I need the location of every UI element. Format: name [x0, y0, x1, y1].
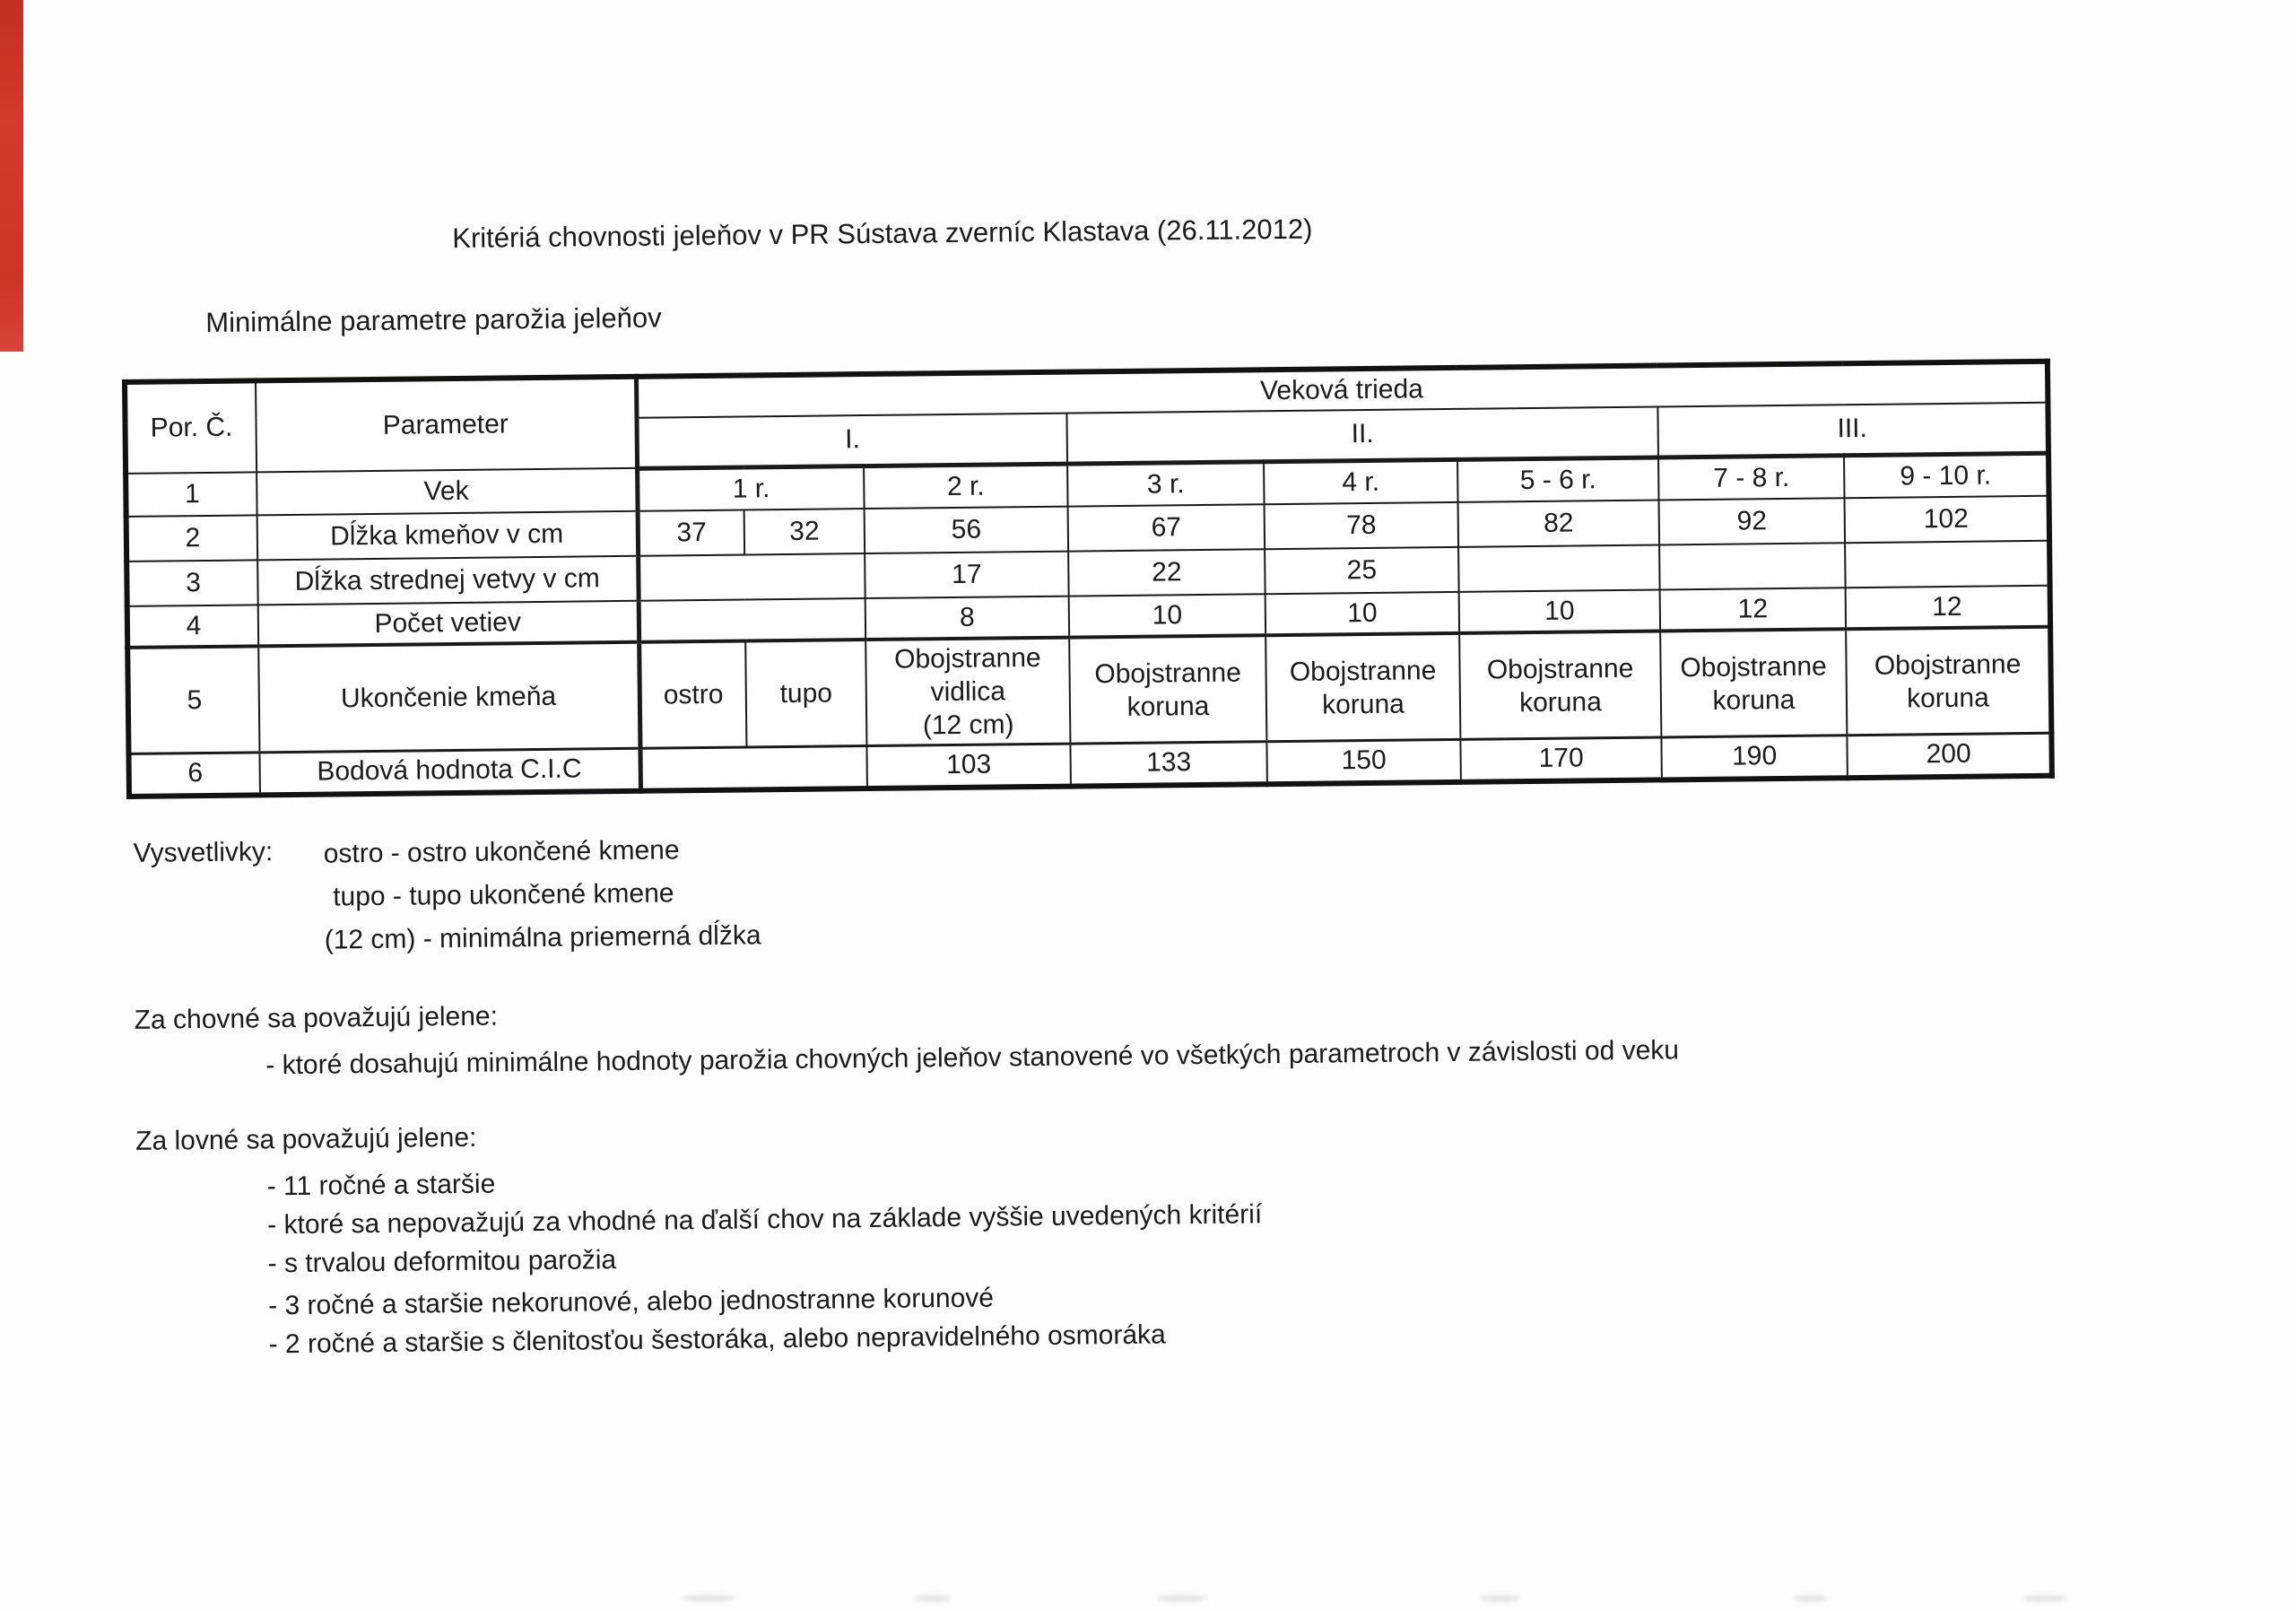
- table-cell: 12: [1660, 588, 1846, 631]
- param-label: Počet vetiev: [258, 601, 639, 647]
- age-header-9-10r: 9 - 10 r.: [1844, 453, 2049, 498]
- param-label: Vek: [257, 468, 637, 516]
- scan-noise-smudges: [0, 1595, 2296, 1610]
- row-number: 4: [127, 605, 258, 648]
- document-title: Kritériá chovnosti jeleňov v PR Sústava zverníc Klastava (26.11.2012): [452, 213, 1313, 255]
- param-label: Bodová hodnota C.I.C: [259, 748, 639, 795]
- section-heading: Za lovné sa považujú jelene:: [135, 1122, 477, 1156]
- age-header-1r: 1 r.: [637, 466, 865, 511]
- table-cell: Obojstranne vidlica (12 cm): [865, 638, 1070, 746]
- header-group-ii: II.: [1066, 406, 1658, 463]
- header-parameter: Parameter: [256, 377, 637, 473]
- header-group-iii: III.: [1657, 403, 2048, 457]
- table-cell: 170: [1460, 737, 1661, 781]
- bullet-item: - 11 ročné a staršie: [266, 1169, 496, 1202]
- table-cell: [639, 598, 865, 642]
- table-cell: 67: [1068, 504, 1265, 551]
- table-cell: [1458, 544, 1660, 591]
- table-cell: Obojstranne koruna: [1069, 635, 1266, 744]
- legend-item: ostro - ostro ukončené kmene: [323, 835, 680, 869]
- header-group-i: I.: [636, 414, 1067, 468]
- age-header-5-6r: 5 - 6 r.: [1457, 457, 1659, 501]
- age-header-7-8r: 7 - 8 r.: [1658, 455, 1845, 500]
- table-cell: 22: [1068, 549, 1265, 596]
- table-cell: 37: [638, 510, 745, 556]
- legend-label: Vysvetlivky:: [133, 837, 274, 868]
- legend-item: tupo - tupo ukončené kmene: [333, 878, 674, 912]
- table-cell: Obojstranne koruna: [1846, 627, 2051, 736]
- section-heading: Za chovné sa považujú jelene:: [134, 1001, 499, 1035]
- param-label: Ukončenie kmeňa: [258, 642, 639, 753]
- table-cell: 103: [866, 744, 1070, 788]
- param-label: Dĺžka strednej vetvy v cm: [257, 556, 639, 605]
- bullet-item: - s trvalou deformitou parožia: [267, 1245, 617, 1279]
- table-cell: 133: [1070, 742, 1266, 786]
- table-cell: tupo: [745, 640, 866, 747]
- table-cell: [638, 553, 865, 601]
- table-cell: 10: [1069, 594, 1265, 637]
- row-number: 1: [126, 472, 257, 517]
- table-cell: 8: [865, 597, 1069, 640]
- table-cell: ostro: [639, 640, 746, 748]
- table-cell: 150: [1266, 739, 1460, 783]
- breeding-section: [134, 986, 1679, 1089]
- table-cell: 102: [1845, 496, 2050, 543]
- bullet-list: [267, 1158, 1264, 1365]
- row-number: 3: [126, 560, 258, 606]
- table-cell: Obojstranne koruna: [1265, 633, 1460, 742]
- row-number: 6: [128, 753, 260, 797]
- header-por-c: Por. Č.: [125, 380, 257, 474]
- table-cell: 78: [1265, 502, 1459, 549]
- bullet-item: - 2 ročné a staršie s členitosťou šestoráka, alebo nepravidelného osmoráka: [268, 1319, 1166, 1360]
- antler-criteria-table-wrap: [122, 359, 2055, 799]
- antler-criteria-table: [122, 359, 2055, 799]
- table-cell: 82: [1458, 500, 1660, 546]
- table-cell: 92: [1659, 498, 1846, 544]
- table-cell: [1845, 541, 2050, 588]
- row-number: 2: [126, 515, 258, 562]
- table-cell: Obojstranne koruna: [1660, 629, 1847, 737]
- table-cell: 17: [865, 552, 1069, 598]
- table-row-ukoncenie-kmena: [127, 627, 2051, 754]
- param-label: Dĺžka kmeňov v cm: [257, 511, 639, 561]
- table-cell: 10: [1459, 589, 1660, 632]
- age-header-2r: 2 r.: [864, 464, 1068, 509]
- table-cell: 56: [865, 507, 1069, 553]
- header-vekova-trieda: Veková trieda: [636, 361, 2048, 418]
- table-cell: Obojstranne koruna: [1459, 631, 1661, 739]
- table-cell: 190: [1661, 736, 1847, 779]
- table-cell: [639, 746, 866, 791]
- bullet-item: - 3 ročné a staršie nekorunové, alebo jednostranne korunové: [267, 1283, 995, 1321]
- row-number: 5: [127, 646, 259, 753]
- document-subtitle: Minimálne parametre parožia jeleňov: [205, 301, 662, 338]
- table-cell: 10: [1265, 592, 1459, 635]
- table-cell: 32: [744, 509, 865, 554]
- age-header-3r: 3 r.: [1067, 461, 1265, 506]
- bullet-item: - ktoré dosahujú minimálne hodnoty parožia chovných jeleňov stanovené vo všetkých parametroch v závislosti od veku: [265, 1035, 1680, 1081]
- bullet-item: - ktoré sa nepovažujú za vhodné na ďalší chov na základe vyššie uvedených kritérií: [267, 1199, 1263, 1241]
- age-header-4r: 4 r.: [1264, 459, 1458, 504]
- table-cell: [1659, 543, 1846, 589]
- hunting-section: [135, 1111, 1264, 1367]
- legend-item: (12 cm) - minimálna priemerná dĺžka: [324, 920, 761, 955]
- table-cell: 12: [1846, 586, 2051, 629]
- table-cell: 25: [1265, 547, 1459, 594]
- table-cell: 200: [1847, 733, 2052, 777]
- legend-items: [324, 828, 1133, 966]
